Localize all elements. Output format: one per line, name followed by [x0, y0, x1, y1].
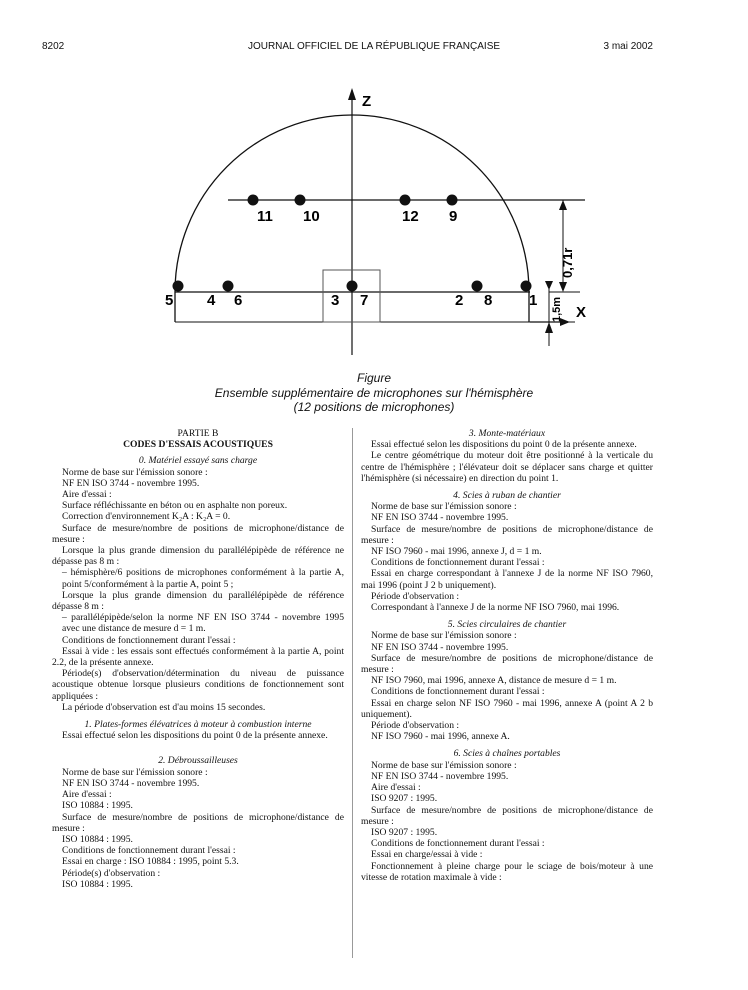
dim-lower-label: 1,5m [551, 296, 563, 322]
subsection-4: 4. Scies à ruban de chantier [453, 490, 561, 502]
mic-11 [248, 195, 259, 206]
label-1: 1 [529, 292, 538, 309]
mic-4-6 [223, 281, 234, 292]
subsection-1: 1. Plates-formes élévatrices à moteur à combustion interne [84, 719, 312, 731]
label-8: 8 [484, 292, 493, 309]
label-11: 11 [257, 208, 273, 225]
label-4: 4 [207, 292, 216, 309]
section-heading: CODES D'ESSAIS ACOUSTIQUES [123, 439, 273, 451]
x-label: X [576, 304, 587, 321]
subsection-2: 2. Débroussailleuses [158, 755, 238, 767]
mic-10 [295, 195, 306, 206]
left-column: PARTIE B CODES D'ESSAIS ACOUSTIQUES 0. Matériel essayé sans charge Norme de base sur l'émission sonore : NF EN ISO 3744 - novembre 1995. Aire d'essai : Surface réfléchissante en béton ou en asphalte non poreux. Correction d'environnement K₂A : K₂A = 0. Surface de mesure/nombre de positions de microphone/distance de mesure : Lorsque la plus grande dimension du parallélépipède de référence ne dépasse pas 8 m : – hémisphère/6 positions de microphones conformément à la partie A, point 5/conformément à la partie A, point 5 ; Lorsque la plus grande dimension du parallélépipède de référence dépasse 8 m : – parallélépipède/selon la norme NF EN ISO 3744 - novembre 1995 avec une distance de mesure d = 1 m. Conditions de fonctionnement durant l'essai : Essai à vide : les essais sont effectués conformément à la partie A, point 2.2, de la présente annexe. Période(s) d'observation/détermination du niveau de puissance acoustique obtenue lorsque plusieurs conditions de fonctionnement sont appliquées : La période d'observation est d'au moins 15 secondes. 1. Plates-formes élévatrices à moteur à combustion interne Essai effectué selon les dispositions du point 0 de la présente annexe. 2. Débroussailleuses Norme de base sur l'émission sonore : NF EN ISO 3744 - novembre 1995. Aire d'essai : ISO 10884 : 1995. Surface de mesure/nombre de positions de microphone/distance de mesure : ISO 10884 : 1995. Conditions de fonctionnement durant l'essai : Essai en charge : ISO 10884 : 1995, point 5.3. Période(s) d'observation : ISO 10884 : 1995. [52, 428, 344, 890]
mic-9 [447, 195, 458, 206]
label-5: 5 [165, 292, 174, 309]
right-column: 3. Monte-matériaux Essai effectué selon les dispositions du point 0 de la présente annexe. Le centre géométrique du moteur doit être positionné à la verticale du centre de l'hémisphère ; l'élévateur doit se déplacer sans charge et quitter l'hémisphère (si nécessaire) en direction du point 1. 4. Scies à ruban de chantier Norme de base sur l'émission sonore : NF EN ISO 3744 - novembre 1995. Surface de mesure/nombre de positions de microphone/distance de mesure : NF ISO 7960 - mai 1996, annexe J, d = 1 m. Conditions de fonctionnement durant l'essai : Essai en charge correspondant à l'annexe J de la norme NF ISO 7960, mai 1996 (point J 2 b uniquement). Période d'observation : Correspondant à l'annexe J de la norme NF ISO 7960, mai 1996. 5. Scies circulaires de chantier Norme de base sur l'émission sonore : NF EN ISO 3744 - novembre 1995. Surface de mesure/nombre de positions de microphone/distance de mesure : NF ISO 7960, mai 1996, annexe A, distance de mesure d = 1 m. Conditions de fonctionnement durant l'essai : Essai en charge selon NF ISO 7960 - mai 1996, annexe A (point A 2 b uniquement). Période d'observation : NF ISO 7960 - mai 1996, annexe A. 6. Scies à chaînes portables Norme de base sur l'émission sonore : NF EN ISO 3744 - novembre 1995. Aire d'essai : ISO 9207 : 1995. Surface de mesure/nombre de positions de microphone/distance de mesure : ISO 9207 : 1995. Conditions de fonctionnement durant l'essai : Essai en charge/essai à vide : Fonctionnement à pleine charge pour le sciage de bois/moteur à une vitesse de rotation maximale à vide : [361, 428, 653, 883]
label-12: 12 [402, 208, 419, 225]
subsection-3: 3. Monte-matériaux [468, 428, 546, 439]
microphone-hemisphere-figure [0, 0, 748, 420]
mic-3-7 [347, 281, 358, 292]
mic-5 [173, 281, 184, 292]
partie-heading: PARTIE B [177, 428, 219, 439]
label-7: 7 [360, 292, 369, 309]
figure-title: Figure [356, 371, 391, 385]
label-6: 6 [234, 292, 243, 309]
journal-title: JOURNAL OFFICIEL DE LA RÉPUBLIQUE FRANÇAISE [247, 41, 501, 52]
label-10: 10 [303, 208, 320, 225]
mic-1 [521, 281, 532, 292]
dim-upper-label: 0,71r [560, 247, 575, 278]
subsection-6: 6. Scies à chaînes portables [453, 748, 561, 760]
label-9: 9 [449, 208, 458, 225]
subsection-5: 5. Scies circulaires de chantier [447, 619, 567, 631]
z-arrow [348, 88, 356, 100]
subsection-0: 0. Matériel essayé sans charge [138, 455, 258, 467]
column-divider [352, 428, 353, 958]
mic-2-8 [472, 281, 483, 292]
figure-caption-line2: (12 positions de microphones) [293, 400, 455, 414]
label-3: 3 [331, 292, 340, 309]
figure-caption-line1: Ensemble supplémentaire de microphones sur l'hémisphère [214, 386, 534, 400]
label-2: 2 [455, 292, 464, 309]
mic-12 [400, 195, 411, 206]
publication-date: 3 mai 2002 [603, 41, 653, 52]
page-number: 8202 [42, 41, 65, 52]
z-label: Z [362, 93, 372, 110]
